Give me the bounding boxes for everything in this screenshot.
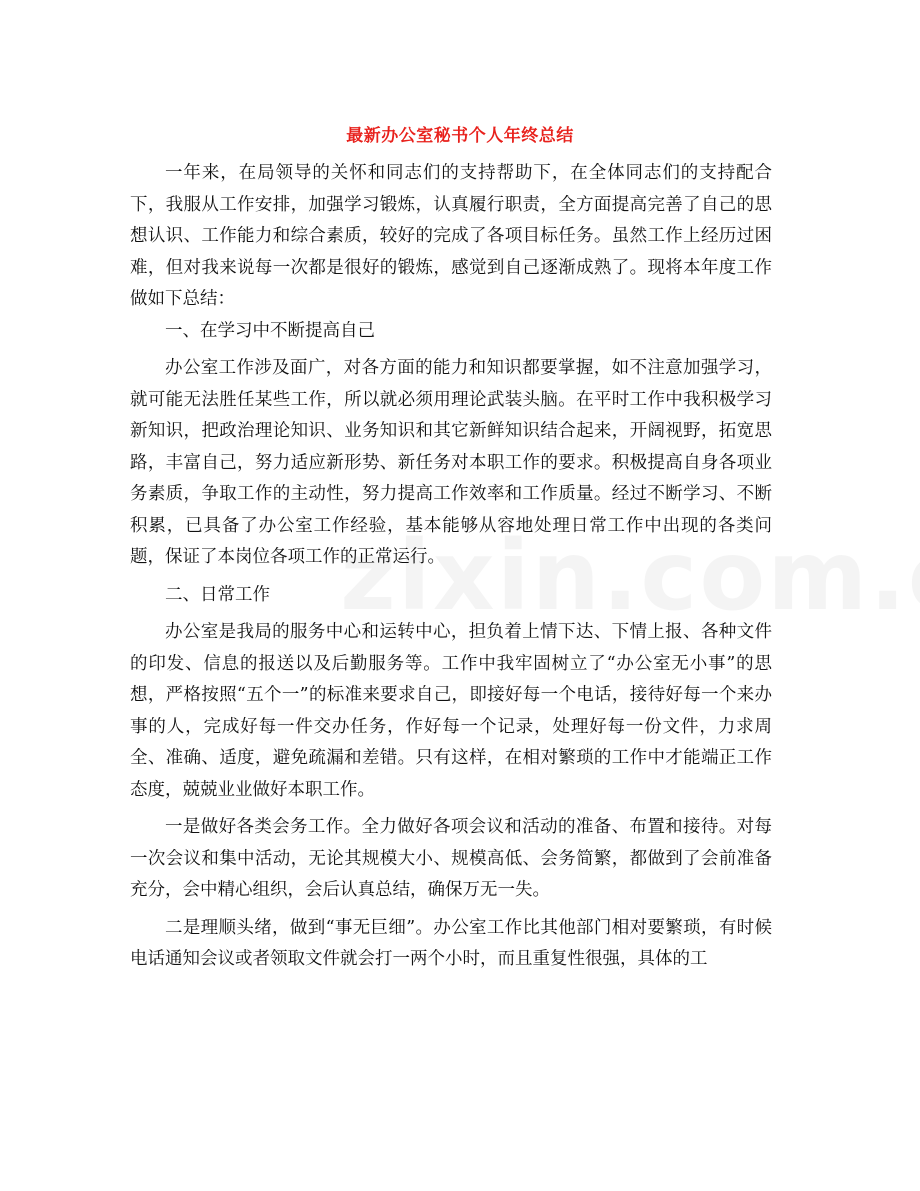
document-title: 最新办公室秘书个人年终总结 — [346, 126, 574, 146]
paragraph-details: 二是理顺头绪，做到“事无巨细”。办公室工作比其他部门相对要繁琐，有时候电话通知会议或者领取文件就会打一两个小时，而且重复性很强，具体的工 — [130, 917, 772, 969]
paragraph-meetings: 一是做好各类会务工作。全力做好各项会议和活动的准备、布置和接待。对每一次会议和集中活动，无论其规模大小、规模高低、会务简繁，都做到了会前准备充分，会中精心组织，会后认真总结，确保万无一失。 — [130, 817, 772, 900]
document-body — [130, 158, 772, 976]
paragraph-daily-work: 办公室是我局的服务中心和运转中心，担负着上情下达、下情上报、各种文件的印发、信息的报送以及后勤服务等。工作中我牢固树立了“办公室无小事”的思想，严格按照“五个一”的标准来要求自己，即接好每一个电话，接待好每一个来办事的人，完成好每一件交办任务，作好每一个记录，处理好每一份文件，力求周全、准确、适度，避免疏漏和差错。只有这样，在相对繁琐的工作中才能端正工作态度，兢兢业业做好本职工作。 — [130, 622, 772, 800]
paragraph-intro: 一年来，在局领导的关怀和同志们的支持帮助下，在全体同志们的支持配合下，我服从工作安排，加强学习锻炼，认真履行职责，全方面提高完善了自己的思想认识、工作能力和综合素质，较好的完成了各项目标任务。虽然工作上经历过困难，但对我来说每一次都是很好的锻炼，感觉到自己逐渐成熟了。现将本年度工作做如下总结： — [130, 163, 772, 309]
paragraph-study: 办公室工作涉及面广，对各方面的能力和知识都要掌握，如不注意加强学习，就可能无法胜任某些工作，所以就必须用理论武装头脑。在平时工作中我积极学习新知识，把政治理论知识、业务知识和其它新鲜知识结合起来，开阔视野，拓宽思路，丰富自己，努力适应新形势、新任务对本职工作的要求。积极提高自身各项业务素质，争取工作的主动性，努力提高工作效率和工作质量。经过不断学习、不断积累，已具备了办公室工作经验，基本能够从容地处理日常工作中出现的各类问题，保证了本岗位各项工作的正常运行。 — [130, 358, 772, 567]
section-heading-daily-work: 二、日常工作 — [165, 584, 270, 605]
section-heading-study: 一、在学习中不断提高自己 — [165, 320, 375, 341]
